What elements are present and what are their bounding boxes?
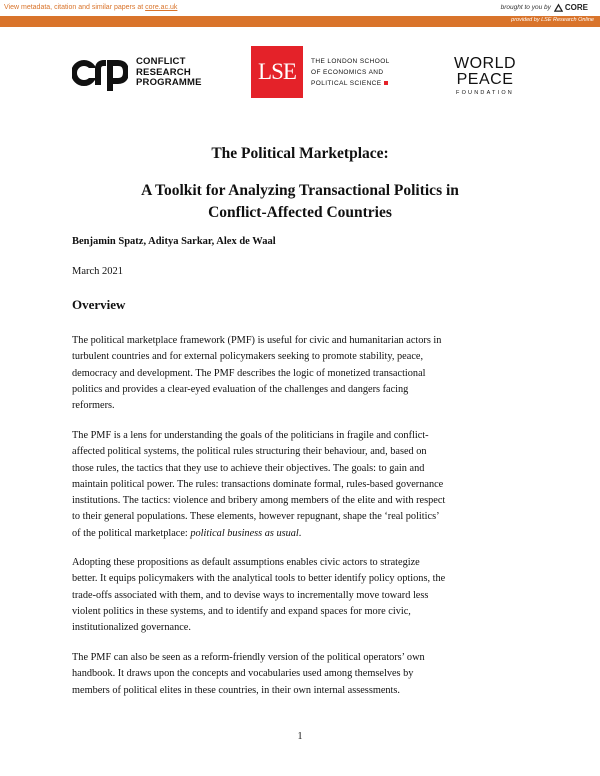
paragraph-3: Adopting these propositions as default assumptions enables civic actors to strategize better. It equips policymakers with the analytical tools to better identify policy options, the trade-offs associated with them, and to devise ways to incrementally move toward less violent politics in these systems, and to identify and expand spaces for more civic, institutionalized governance. (72, 557, 446, 634)
paper-title: The Political Marketplace: (211, 145, 389, 162)
core-site-link-text[interactable]: core.ac.uk (145, 4, 178, 11)
wpf-logo: WORLD PEACE FOUNDATION (453, 55, 517, 96)
section-heading-overview: Overview (72, 297, 126, 312)
paragraph-2: The PMF is a lens for understanding the goals of the politicians in fragile and conflict- affected political systems, the political rules structuring their behaviour, and, based on those rules, the tactics that they use to achieve their objectives. The goals: to gain and maintain political power. The rules: transactions dominate formal, rules-based governance institutions. The tactics: violence and bribery among members of the elite and with respect to their general populations. These elements, however repugnant, shape the ‘real politics’ of the political marketplace: political business as usual. (72, 430, 446, 539)
paragraph-4: The PMF can also be seen as a reform-friendly version of the political operators’ own handbook. It draws upon the concepts and vocabularies used among themselves by members of political elites in these countries, in their own internal assessments. (72, 652, 425, 696)
lse-wordmark: THE LONDON SCHOOL OF ECONOMICS AND POLITICAL SCIENCE (311, 57, 390, 87)
page-number: 1 (297, 731, 303, 742)
core-banner (0, 0, 600, 16)
core-brought-by: brought to you by CORE (500, 3, 588, 12)
crp-mark-icon (72, 55, 128, 91)
crp-wordmark: CONFLICT RESEARCH PROGRAMME (136, 56, 202, 89)
paper-subtitle: A Toolkit for Analyzing Transactional Politics in Conflict-Affected Countries (141, 182, 459, 221)
crp-logo (72, 55, 202, 91)
publication-date: March 2021 (72, 266, 124, 277)
lse-mark: LSE (251, 46, 303, 98)
authors: Benjamin Spatz, Aditya Sarkar, Alex de Waal (72, 236, 276, 247)
core-logo-icon (554, 3, 563, 12)
core-provided-bar (0, 16, 600, 27)
lse-logo (251, 46, 390, 98)
core-provided-by-text[interactable]: provided by LSE Research Online (511, 17, 594, 23)
emphasis-text: political business as usual (190, 527, 299, 539)
lse-red-square-icon (384, 81, 388, 85)
paragraph-1: The political marketplace framework (PMF) is useful for civic and humanitarian actors in turbulent countries and for external policymakers seeking to promote stability, peace, democracy and development. The PMF describes the logic of monetized transactional politics and provides a clear-eyed evaluation of the challenges and dangers facing reformers. (72, 335, 442, 412)
core-metadata-link[interactable]: View metadata, citation and similar papers at core.ac.uk (4, 4, 178, 11)
core-logo[interactable]: CORE (554, 3, 588, 12)
